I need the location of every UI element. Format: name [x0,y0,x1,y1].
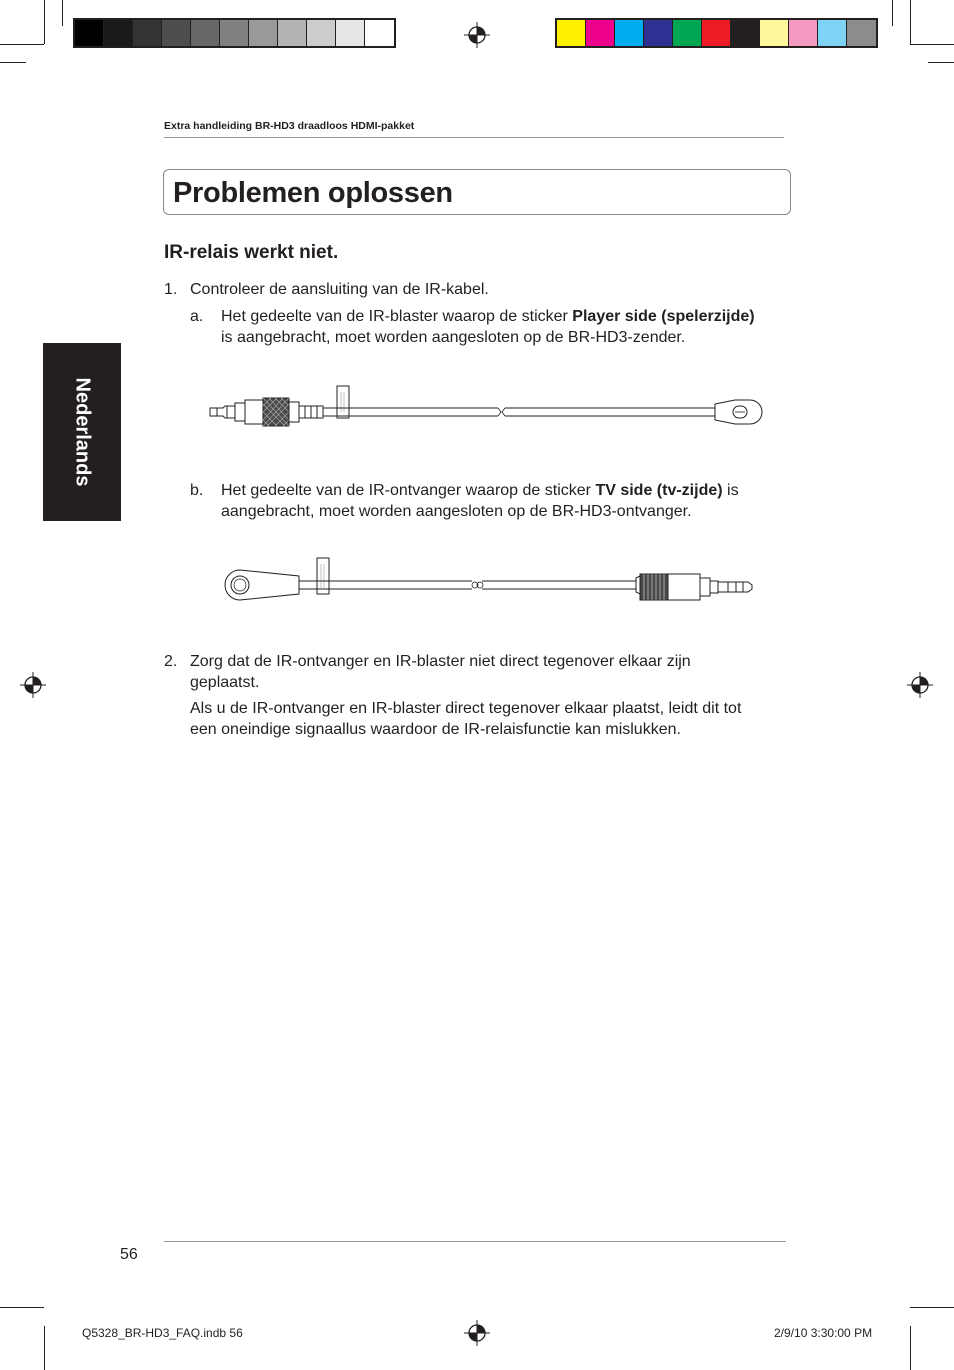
color-bar [555,18,878,48]
ir-receiver-cable-illustration [224,556,776,610]
step-number: 2. [164,653,178,670]
substep-text [221,306,755,327]
crop-mark [62,0,63,26]
substep-text [221,480,739,501]
color-swatch [557,20,586,46]
color-swatch [702,20,731,46]
footer-rule [164,1241,786,1242]
color-swatch [731,20,760,46]
color-swatch [249,20,278,46]
sticker-label: TV side (tv-zijde) [595,482,723,499]
crop-mark [0,44,44,45]
ir-blaster-cable-illustration [205,384,765,440]
crop-mark [910,1326,911,1370]
registration-mark-icon [464,1320,490,1346]
slug-filename: Q5328_BR-HD3_FAQ.indb 56 [82,1326,243,1340]
step-text-cont: geplaatst. [190,674,260,691]
color-swatch [760,20,789,46]
crop-mark [928,62,954,63]
page-number: 56 [120,1246,138,1263]
color-swatch [307,20,336,46]
color-swatch [75,20,104,46]
step-number: 1. [164,281,178,298]
color-swatch [644,20,673,46]
crop-mark [0,62,26,63]
color-swatch [162,20,191,46]
color-swatch [220,20,249,46]
substep-label: a. [190,308,204,325]
title-box [163,169,791,215]
substep-text-inline: is [722,482,739,499]
substep-label: b. [190,482,204,499]
step-paragraph-cont: een oneindige signaallus waardoor de IR-relaisfunctie kan mislukken. [190,721,681,738]
crop-mark [910,0,911,44]
color-swatch [278,20,307,46]
substep-text-cont: is aangebracht, moet worden aangesloten op de BR-HD3-zender. [221,329,686,346]
sticker-label: Player side (spelerzijde) [572,308,755,325]
crop-mark [0,1307,44,1308]
substep-text-pre: Het gedeelte van de IR-ontvanger waarop de sticker [221,482,596,499]
crop-mark [44,1326,45,1370]
color-swatch [847,20,876,46]
crop-mark [910,44,954,45]
crop-mark [44,0,45,44]
language-tab [43,343,121,521]
slug-timestamp: 2/9/10 3:30:00 PM [774,1326,873,1340]
step-text: Zorg dat de IR-ontvanger en IR-blaster niet direct tegenover elkaar zijn [190,653,691,670]
color-swatch [191,20,220,46]
color-swatch [615,20,644,46]
crop-mark [910,1307,954,1308]
step-text: Controleer de aansluiting van de IR-kabel. [190,281,489,298]
substep-text-pre: Het gedeelte van de IR-blaster waarop de sticker [221,308,573,325]
color-swatch [673,20,702,46]
registration-mark-icon [20,672,46,698]
color-swatch [133,20,162,46]
color-swatch [586,20,615,46]
color-swatch [789,20,818,46]
section-heading: IR-relais werkt niet. [164,242,339,263]
grayscale-bar [73,18,396,48]
color-swatch [365,20,394,46]
substep-text-cont: aangebracht, moet worden aangesloten op de BR-HD3-ontvanger. [221,503,692,520]
running-head: Extra handleiding BR-HD3 draadloos HDMI-pakket [164,120,415,132]
color-swatch [336,20,365,46]
registration-mark-icon [907,672,933,698]
header-rule [164,137,784,138]
registration-mark-icon [464,22,490,48]
color-swatch [818,20,847,46]
page-title: Problemen oplossen [173,177,453,209]
language-tab-label: Nederlands [71,377,94,487]
crop-mark [892,0,893,26]
color-swatch [104,20,133,46]
step-paragraph: Als u de IR-ontvanger en IR-blaster direct tegenover elkaar plaatst, leidt dit tot [190,700,742,717]
